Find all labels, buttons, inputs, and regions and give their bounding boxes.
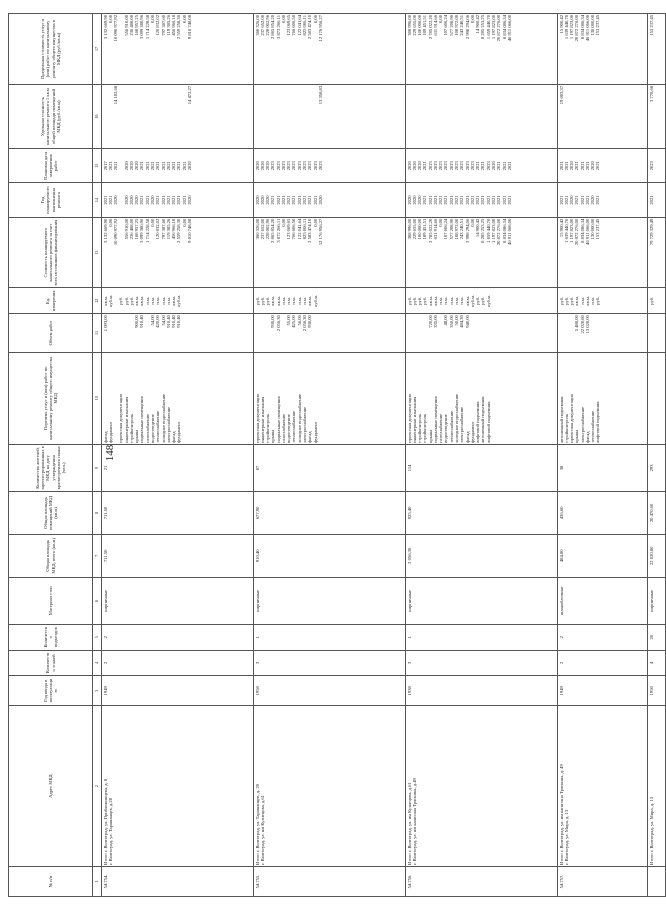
year-plan-cell: 2021 2021 2020 2020 2020 2020 2021 2021 2020 2021 2021 2021 2021 2021 2021 2020 (102, 183, 254, 217)
residents-cell: 293 (648, 444, 666, 491)
date-end-cell: 2021 2021 2020 2021 2021 2021 2020 2021 (558, 149, 648, 183)
address-cell: Итого г. Волгоград, ул. Приблежинцева, д. 8 г. Волгоград, ул. Тарашанцев, д.28 (102, 706, 254, 867)
table-row (254, 14, 406, 897)
date-end-cell: 2020 2020 2020 2021 2023 2023 2023 2023 2023 2023 2023 2023 2023 2021 2021 2023 2020 2021 2021 2021 (406, 149, 558, 183)
entrances-cell: 1 (254, 624, 406, 650)
area-rooms-cell: 711,50 (102, 492, 254, 535)
units-cell: кв.м. куб.м. руб. руб. руб. кв.м. кв.м. п.м. п.м. п.м. п.м. п.м. кв.м. куб.м. (102, 288, 254, 314)
entrances-cell: 1 (406, 624, 558, 650)
row-number: 54.757. (558, 867, 648, 897)
address-cell: Итого г. Волгоград, ул. Тарашанцев, д. 28 г. Волгоград, ул. им Кузнецова, д.61 (254, 706, 406, 867)
cost-cell: 3 132 669,90 0,00 10 090 977,92 556 910,00 236 488,00 168 957,25 3 099 380,96 1 714 228,58 0,00 120 832,02 797 387,60 119 385,26 456 966,18 2 559 258,30 0,00 9 810 748,08 (102, 217, 254, 288)
total-row (648, 14, 666, 897)
row-number: 54.755. (254, 867, 406, 897)
col-number: 16 (93, 84, 102, 148)
cost-cell: 308 996,00 229 655,00 100 000,00 189 451,51 2 785 022,20 631 914,66 0,00 107 606,24 577 208,90 108 972,00 243 240,51 2 998 294,06 0,00 14 900,42 8 285 253,25 1 659 440,70 1 197 823,00 20 872 276,00 8 834 086,34 46 911 066,00 (406, 217, 558, 288)
date-end-cell: 2017 2021 2021 2020 2020 2020 2021 2021 2021 2021 2021 2021 2021 2021 2021 2020 (102, 149, 254, 183)
unit-cost-cell (406, 84, 558, 148)
volume-cell: 5 480,00 22 020,80 13 020,00 (558, 314, 648, 353)
floors-cell: 3 (254, 650, 406, 676)
works-cell: проектная документация инженерные изыскания стройконтроль крыша подвальные помещения газоснабжение водоотведение теплоснабжение холодное водоснабжение электроснабжение фасад фундамент (254, 352, 406, 444)
floors-cell: 4 (648, 650, 666, 676)
col-number: 17 (93, 14, 102, 85)
area-total-cell: 910,40 (254, 534, 406, 577)
walls-cell: кирпичные (102, 577, 254, 624)
units-cell: руб. (648, 288, 666, 314)
col-header: Адрес МКД (9, 706, 93, 867)
entrances-cell: 2 (558, 624, 648, 650)
row-number: 54.754. (102, 867, 254, 897)
floors-cell: 2 (102, 650, 254, 676)
unit-cost-cell: 3 778,68 (648, 84, 666, 148)
table-row (406, 14, 558, 897)
limit-cost-cell: 3 132 669,90 0,00 10 090 977,92 556 910,00 236 488,00 168 957,25 3 099 380,96 1 714 228,58 0,00 120 832,02 797 387,60 119 385,26 456 966,18 2 559 258,30 0,00 9 810 748,08 (102, 14, 254, 85)
page-number: 148 (104, 444, 116, 462)
volume-cell: 1 093,00 900,00 910,40 54,00 420,00 54,00 910,40 910,40 910,40 (102, 314, 254, 353)
row-number (648, 867, 666, 897)
area-rooms-cell: 925,40 (406, 492, 558, 535)
volume-cell (648, 314, 666, 353)
date-end-cell: 2020 2020 2020 2023 2023 2023 2023 2023 2023 2023 2023 2023 2023 (254, 149, 406, 183)
col-header: Общая площадь МКД, всего (кв.м) (9, 534, 93, 577)
col-header: Количество жителей, зарегистрированных в МКД на дату утверждения краткосрочного плана (чел.) (9, 444, 93, 491)
works-cell: проектная документация инженерные изыскания стройконтроль стройконтроль крыша подвальные помещения газоснабжение водоотведение теплоснабжение холодное водоснабжение электроснабжение фасад фундамент лифтовой подъемник автономный подъемник лифтовой подъемник (406, 352, 558, 444)
col-header: Год ввода в эксплуатацию (9, 676, 93, 706)
address-cell: Итого г. Волгоград, ул. им капитана Тряскина, д. 49 г. Волгоград, ул. Мира, д. 13 (558, 706, 648, 867)
capital-repair-table (8, 13, 666, 897)
col-number: 10 (93, 352, 102, 444)
col-number: 14 (93, 183, 102, 217)
year-cell: 1950 (648, 676, 666, 706)
table-row (102, 14, 254, 897)
col-header: Объем работ (9, 314, 93, 353)
year-plan-cell: 2020 2020 2020 2021 2021 2021 2021 2021 2021 2021 2021 2021 2021 2021 2021 2021 2021 2021 2021 2021 (406, 183, 558, 217)
col-header: № п/п (9, 867, 93, 897)
residents-cell: 38 (558, 444, 648, 491)
col-header: Предельная стоимость услуг и (или) работ по капитальному ремонту общего имущества в МКД (руб./кв.м) (9, 14, 93, 85)
table-row (558, 14, 648, 897)
entrances-cell: 2 (102, 624, 254, 650)
col-number: 9 (93, 444, 102, 491)
entrances-cell: 20 (648, 624, 666, 650)
year-cell: 1958 (254, 676, 406, 706)
col-number: 3 (93, 676, 102, 706)
unit-cost-cell: 19 003,37 (558, 84, 648, 148)
col-number: 4 (93, 650, 102, 676)
year-cell: 1949 (102, 676, 254, 706)
col-header: Материал стен (9, 577, 93, 624)
area-total-cell: 711,50 (102, 534, 254, 577)
col-header: Количество этажей (9, 650, 93, 676)
address-cell: Итого г. Волгоград, ул. Мира, д. 13 (648, 706, 666, 867)
cost-cell: 15 900,42 1 639 440,70 1 197 823,00 20 872 276,00 8 834 086,34 46 911 066,00 130 000,00 153 237,45 (558, 217, 648, 288)
volume-cell: 930,00 2 056,30 55,00 425,00 56,00 2 056,30 930,00 (254, 314, 406, 353)
col-number: 1 (93, 867, 102, 897)
year-plan-cell: 2020 2020 2020 2021 2021 2021 2021 2021 2021 2021 2021 2021 2020 (254, 183, 406, 217)
area-total-cell: 2 056,30 (406, 534, 558, 577)
residents-cell: 87 (254, 444, 406, 491)
col-number: 11 (93, 314, 102, 353)
date-end-cell: 2023 (648, 149, 666, 183)
col-header: Количество подъездов (9, 624, 93, 650)
row-number: 54.756. (406, 867, 558, 897)
cost-cell: 360 326,00 237 652,00 228 002,96 2 865 854,20 3 872 266,11 0,00 123 069,65 766 606,50 122 041,64 825 006,11 2 583 474,10 0,00 12 176 956,27 (254, 217, 406, 288)
year-cell: 1949 (558, 676, 648, 706)
col-number: 5 (93, 624, 102, 650)
floors-cell: 3 (406, 650, 558, 676)
walls-cell: кирпичные (254, 577, 406, 624)
table-header-row (9, 14, 93, 897)
column-number-row (93, 14, 102, 897)
walls-cell: кирпичные (406, 577, 558, 624)
address-cell: Итого г. Волгоград, ул. им Кузнецова, д.61 г. Волгоград, ул. им капитана Тряскина, д.49 (406, 706, 558, 867)
volume-cell: 720,00 335,00 48,00 350,00 50,00 484,30 940,00 (406, 314, 558, 353)
limit-cost-cell: 360 326,00 237 652,00 228 002,96 2 865 854,20 3 872 266,11 0,00 123 069,65 766 606,50 122 041,64 825 006,11 2 583 474,10 0,00 12 176 956,27 (254, 14, 406, 85)
limit-cost-cell: 15 900,42 1 639 440,70 1 197 823,00 20 872 276,00 8 834 086,34 46 911 066,00 130 000,00 153 237,45 (558, 14, 648, 85)
area-rooms-cell: 436,60 (558, 492, 648, 535)
col-number: 2 (93, 706, 102, 867)
works-cell: автономный подъемник стройконтроль проектная документация крыша электроснабжение фасад теплоснабжение лифтовой подъемник (558, 352, 648, 444)
year-cell: 1938 (406, 676, 558, 706)
col-number: 13 (93, 217, 102, 288)
col-number: 7 (93, 534, 102, 577)
cost-cell: 79 729 329,49 (648, 217, 666, 288)
walls-cell: кирпичные (648, 577, 666, 624)
unit-cost-cell: 13 358,83 (254, 84, 406, 148)
works-cell: фасад фундамент проектная документация инженерные изыскания стройконтроль крыша подвальные помещения газоснабжение водоотведение теплоснабжение холодное водоснабжение электроснабжение фасад фундамент (102, 352, 254, 444)
col-header: Год планируемого выполнения ремонта (9, 183, 93, 217)
floors-cell: 2 (558, 650, 648, 676)
units-cell: руб. руб. руб. кв.м. кв.м. п.м. п.м. п.м. п.м. п.м. кв.м. куб.м. (254, 288, 406, 314)
area-rooms-cell: 677,90 (254, 492, 406, 535)
col-header: Ед. измерения (9, 288, 93, 314)
col-number: 8 (93, 492, 102, 535)
col-number: 15 (93, 149, 102, 183)
year-plan-cell: 2021 (648, 183, 666, 217)
col-header: Плановая дата завершения работ (9, 149, 93, 183)
walls-cell: шлакоблочные (558, 577, 648, 624)
works-cell (648, 352, 666, 444)
year-plan-cell: 2021 2021 2020 2021 2021 2021 2020 2021 (558, 183, 648, 217)
col-header: Стоимость планируемого капитального ремонта за счет всех источников финансирования (9, 217, 93, 288)
col-number: 6 (93, 577, 102, 624)
residents-cell: 21 (102, 444, 254, 491)
limit-cost-cell: 153 237,45 (648, 14, 666, 85)
unit-cost-cell: 14 182,68 14 472,27 (102, 84, 254, 148)
area-rooms-cell: 20 470,60 (648, 492, 666, 535)
area-total-cell: 22 020,80 (648, 534, 666, 577)
col-number: 12 (93, 288, 102, 314)
col-header: Перечень услуг и (или) работ по капитальному ремонту общего имущества МКД (9, 352, 93, 444)
residents-cell: 114 (406, 444, 558, 491)
units-cell: руб. руб. руб. руб. кв.м. кв.м. п.м. п.м. п.м. п.м. п.м. кв.м. куб.м. руб. руб. куб.м. (406, 288, 558, 314)
limit-cost-cell: 308 996,00 229 655,00 100 000,00 189 451,51 2 785 022,20 631 914,66 0,00 107 606,24 577 208,90 108 972,00 243 240,51 2 998 294,06 0,00 14 900,42 8 285 253,25 1 659 440,70 1 197 823,00 20 872 276,00 8 834 086,34 46 911 066,00 (406, 14, 558, 85)
col-header: Удельная стоимость капитального ремонта 1 кв.м общей площади помещений МКД (руб./кв.м) (9, 84, 93, 148)
units-cell: руб. руб. руб. кв.м. п.м. кв.м. п.м. руб. (558, 288, 648, 314)
col-header: Общая площадь помещений МКД (кв.м) (9, 492, 93, 535)
area-total-cell: 484,80 (558, 534, 648, 577)
